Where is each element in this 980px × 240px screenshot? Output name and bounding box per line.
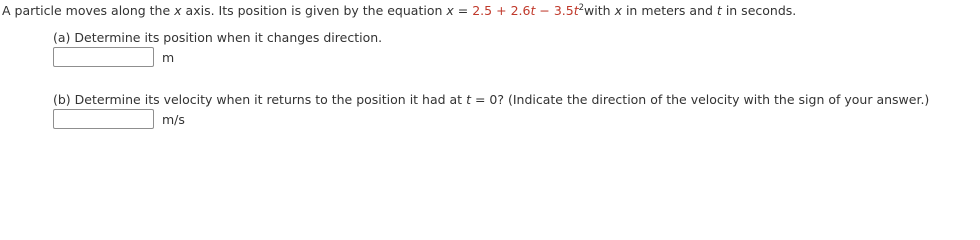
equation-quadratic-variable: t <box>573 3 579 18</box>
part-b-answer-row <box>53 108 185 130</box>
part-b-question-prefix: (b) Determine its velocity when it returns to the position it had at <box>53 92 463 107</box>
part-b-t-variable: t <box>466 92 471 107</box>
intro-prefix: A particle moves along the <box>2 3 171 18</box>
equation-quadratic-coefficient: 3.5 <box>553 3 574 18</box>
equation-constant: 2.5 <box>472 3 493 18</box>
part-a-answer-input[interactable] <box>53 47 154 67</box>
part-b-answer-input[interactable] <box>53 109 154 129</box>
t-variable: t <box>716 3 722 18</box>
x-variable: x <box>614 3 622 18</box>
equation-linear-coefficient: 2.6 <box>510 3 531 18</box>
units-end: in seconds. <box>725 3 797 18</box>
axis-variable: x <box>174 3 182 18</box>
intro-mid: axis. Its position is given by the equation <box>185 3 443 18</box>
units-mid: in meters and <box>625 3 713 18</box>
equation-exponent: 2 <box>578 3 585 13</box>
problem-statement <box>2 3 796 18</box>
equation-equals: = <box>457 3 469 18</box>
equation-minus: − <box>539 3 550 18</box>
part-a-answer-row <box>53 46 174 68</box>
part-b-question-suffix: = 0? (Indicate the direction of the velocity with the sign of your answer.) <box>474 92 930 107</box>
part-b-unit: m/s <box>162 111 185 127</box>
equation-lhs-variable: x <box>446 3 454 18</box>
position-equation <box>472 3 578 18</box>
part-a-unit: m <box>162 49 175 65</box>
equation-linear-variable: t <box>530 3 536 18</box>
with-text: with <box>584 3 611 18</box>
part-a-question: (a) Determine its position when it changes direction. <box>53 30 383 45</box>
equation-plus: + <box>496 3 507 18</box>
part-b-question <box>53 92 929 107</box>
